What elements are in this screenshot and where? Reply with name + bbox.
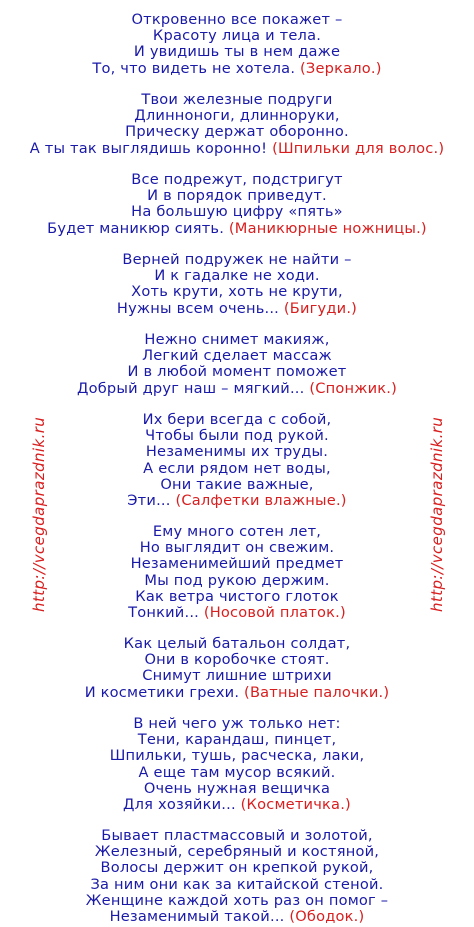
riddle-line: Волосы держит он крепкой рукой, [100, 859, 374, 877]
riddle-line-text: То, что видеть не хотела. [92, 59, 301, 77]
riddle-line-text: Незаменимый такой... [109, 908, 290, 926]
riddle-line: Женщине каждой хоть раз он помог – [85, 891, 389, 909]
riddle-last-line [0, 221, 474, 237]
riddle-line: Они в коробочке стоят. [144, 651, 330, 669]
riddle-line: За ним они как за китайской стеной. [90, 875, 384, 893]
riddle-line: Очень нужная вещичка [143, 779, 331, 797]
riddle-line: Снимут лишние штрихи [142, 667, 332, 685]
riddle-line-text: Добрый друг наш – мягкий... [76, 379, 310, 397]
riddle-line: Красоту лица и тела. [152, 27, 322, 45]
riddle-line: И в порядок приведут. [147, 187, 327, 205]
riddle-line: Ему много сотен лет, [152, 523, 322, 540]
riddle-answer: (Бигуди.) [283, 299, 358, 317]
riddle-block [0, 412, 474, 509]
riddle-block [0, 332, 474, 397]
riddle-line-text: Эти... [127, 492, 176, 510]
riddle-line: Длинноноги, длинноруки, [134, 107, 340, 125]
riddle-line-text: Для хозяйки... [123, 796, 241, 814]
riddle-answer: (Спонжик.) [309, 379, 398, 397]
riddle-last-line [0, 797, 474, 813]
riddle-last-line [0, 909, 474, 925]
riddle-block [0, 172, 474, 237]
riddle-line: Незаменимы их труды. [145, 443, 329, 461]
riddle-last-line [0, 605, 474, 621]
riddle-line: Шпильки, тушь, расческа, лаки, [109, 747, 365, 765]
riddle-line: Откровенно все покажет – [131, 11, 343, 28]
riddle-line: И увидишь ты в нем даже [133, 43, 341, 61]
riddle-line: Незаменимейший предмет [130, 555, 344, 573]
riddle-line: Железный, серебряный и костяной, [94, 843, 380, 861]
riddle-line: Бывает пластмассовый и золотой, [101, 827, 373, 844]
riddle-line: Верней подружек не найти – [122, 251, 352, 268]
riddle-answer: (Маникюрные ножницы.) [228, 219, 427, 237]
riddle-line-text: Нужны всем очень... [116, 299, 284, 317]
riddle-block [0, 636, 474, 701]
riddle-line: В ней чего уж только нет: [133, 715, 341, 732]
riddle-last-line [0, 685, 474, 701]
riddle-last-line [0, 493, 474, 509]
riddle-last-line [0, 301, 474, 317]
riddle-block [0, 92, 474, 157]
riddle-line: Все подрежут, подстригут [131, 171, 343, 188]
riddle-answer: (Салфетки влажные.) [175, 492, 347, 510]
riddle-line: Как ветра чистого глоток [135, 587, 339, 605]
riddle-block [0, 828, 474, 925]
riddle-answer: (Косметичка.) [240, 796, 351, 814]
riddle-last-line [0, 141, 474, 157]
riddle-line: Тени, карандаш, пинцет, [137, 731, 337, 749]
riddle-line: А еще там мусор всякий. [138, 763, 336, 781]
riddle-line: Но выглядит он свежим. [139, 539, 335, 557]
riddle-block [0, 12, 474, 77]
riddle-line: Нежно снимет макияж, [144, 331, 330, 348]
riddle-last-line [0, 61, 474, 77]
riddle-line: И к гадалке не ходи. [154, 267, 320, 285]
riddle-block [0, 252, 474, 317]
riddle-answer: (Носовой платок.) [203, 604, 346, 622]
riddle-line: Чтобы были под рукой. [145, 427, 329, 445]
riddle-answer: (Ватные палочки.) [244, 683, 390, 701]
riddle-line-text: Тонкий... [128, 604, 204, 622]
watermark-left: http://vcegdaprazdnik.ru [30, 416, 48, 612]
riddle-line: Как целый батальон солдат, [123, 635, 351, 652]
riddle-block [0, 716, 474, 813]
riddle-last-line [0, 381, 474, 397]
riddle-line: Хоть крути, хоть не крути, [131, 283, 343, 301]
riddle-line: А если рядом нет воды, [143, 459, 331, 477]
watermark-right: http://vcegdaprazdnik.ru [428, 416, 446, 612]
riddle-line: Их бери всегда с собой, [142, 411, 332, 428]
riddle-line-text: Будет маникюр сиять. [47, 219, 229, 237]
riddle-block [0, 524, 474, 621]
riddle-line-text: И косметики грехи. [84, 683, 245, 701]
riddle-line: Твои железные подруги [141, 91, 333, 108]
riddle-answer: (Ободок.) [289, 908, 365, 926]
riddle-answer: (Зеркало.) [300, 59, 382, 77]
riddle-line-text: А ты так выглядишь коронно! [29, 139, 273, 157]
riddle-line: На большую цифру «пять» [131, 203, 343, 221]
riddle-line: И в любой момент поможет [127, 363, 347, 381]
riddle-line: Они такие важные, [160, 475, 314, 493]
riddle-line: Легкий сделает массаж [142, 347, 332, 365]
riddle-line: Прическу держат оборонно. [125, 123, 349, 141]
riddle-line: Мы под рукою держим. [144, 571, 330, 589]
riddle-answer: (Шпильки для волос.) [272, 139, 445, 157]
